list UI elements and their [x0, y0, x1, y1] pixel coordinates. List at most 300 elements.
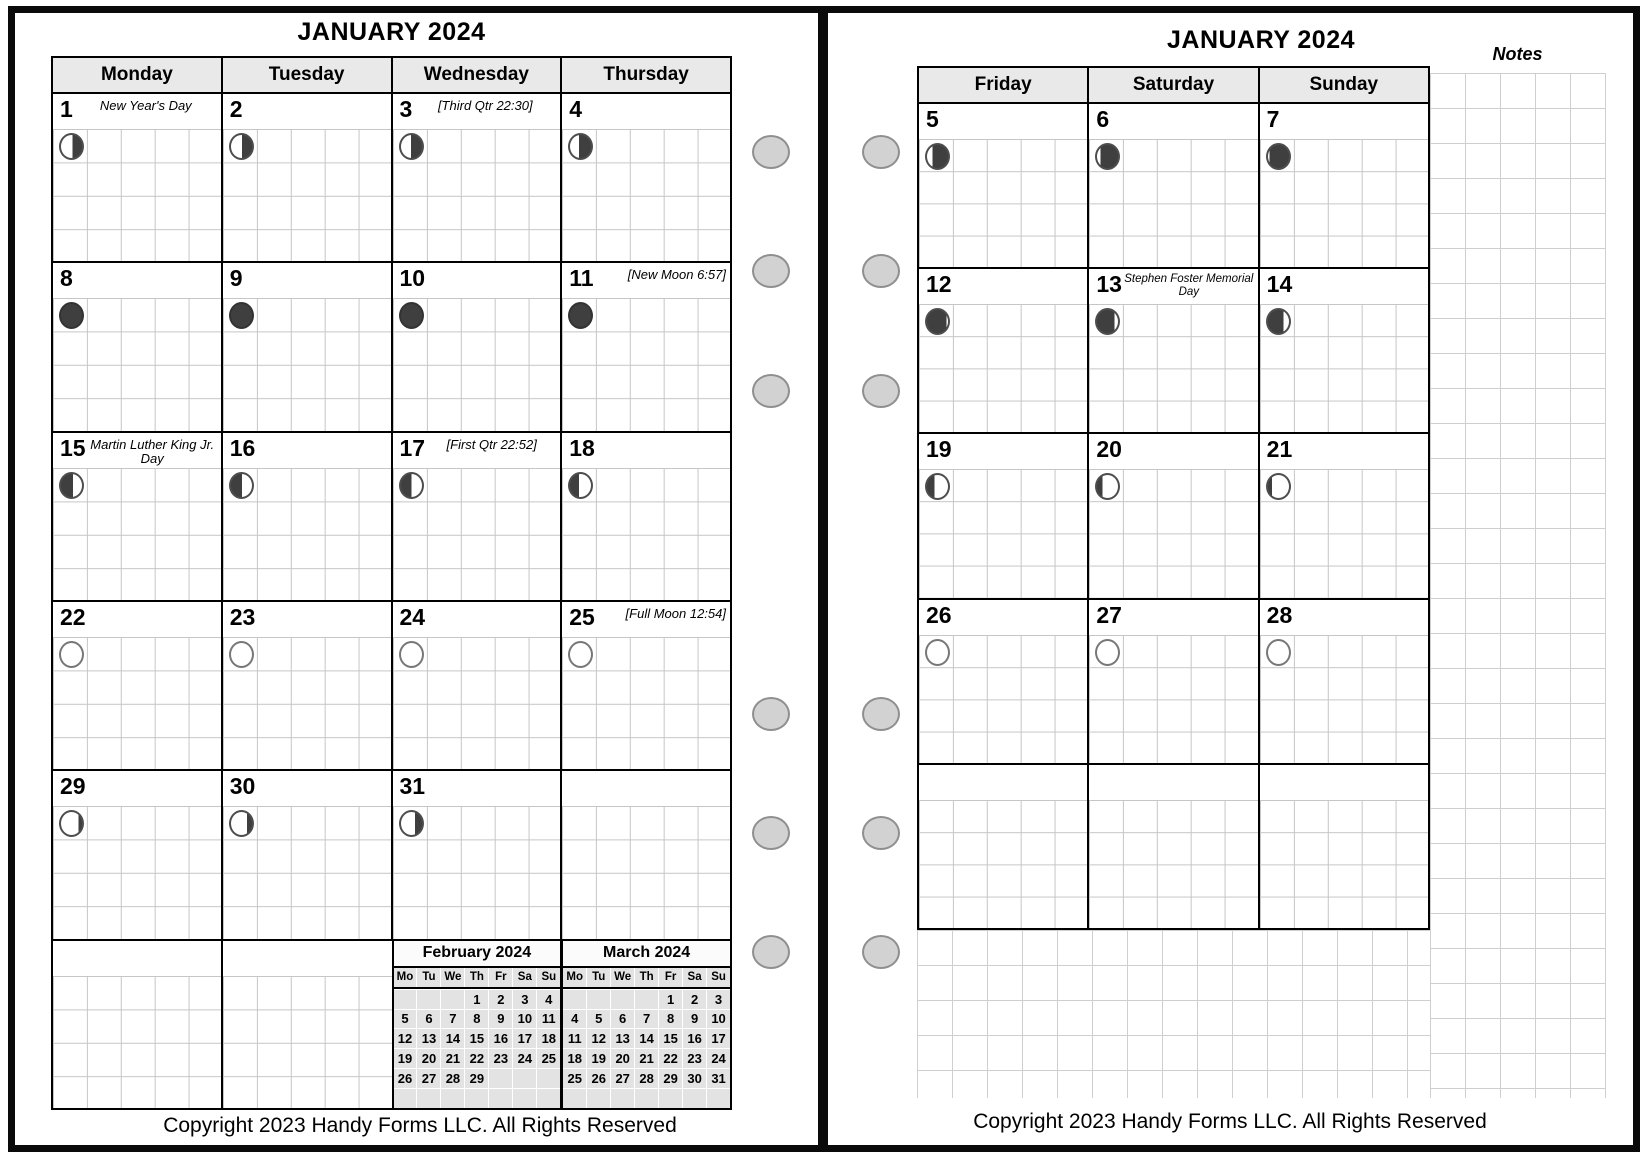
mini-day-empty: [536, 1068, 560, 1088]
empty-day-cell: [560, 771, 730, 938]
day-number: [53, 941, 60, 944]
day-number: [1089, 765, 1096, 768]
right-calendar-table: [917, 66, 1430, 930]
writing-grid: [562, 298, 730, 430]
mini-calendar-week: [563, 1088, 730, 1108]
mini-day-header: Tu: [416, 968, 440, 987]
moon-phase-icon: [399, 641, 424, 668]
mini-day-header: Th: [464, 968, 488, 987]
writing-grid: [562, 637, 730, 769]
writing-grid: [223, 637, 391, 769]
mini-day: 17: [512, 1028, 536, 1048]
day-cell-header: [919, 104, 1087, 139]
day-number: 9: [229, 265, 243, 292]
day-cell-header: [393, 602, 561, 637]
writing-grid: [1260, 635, 1428, 763]
mini-day: 21: [634, 1048, 658, 1068]
day-number: 14: [1266, 271, 1293, 298]
mini-calendar-title: February 2024: [394, 941, 561, 968]
mini-day: 6: [416, 1009, 440, 1029]
mini-day: 11: [563, 1028, 586, 1048]
weekday-header: Sunday: [1258, 68, 1428, 102]
mini-day-empty: [440, 989, 464, 1009]
mini-day: 5: [586, 1009, 610, 1029]
mini-day-empty: [416, 989, 440, 1009]
day-cell-1: [53, 94, 221, 261]
mini-calendar: [394, 941, 561, 1108]
week-row: [919, 763, 1428, 928]
mini-day-header: Tu: [586, 968, 610, 987]
notes-grid-bottom: [917, 930, 1430, 1098]
binder-hole: [862, 374, 900, 408]
day-number: 28: [1266, 601, 1293, 628]
week-row: [53, 769, 730, 938]
week-row: [53, 600, 730, 769]
moon-phase-icon: [399, 472, 424, 499]
weekday-header: Friday: [974, 74, 1032, 95]
mini-day: 18: [563, 1048, 586, 1068]
day-cell-header: [53, 94, 221, 129]
mini-day: 11: [536, 1009, 560, 1029]
mini-calendar-day-headers: [394, 968, 561, 989]
mini-day: 26: [394, 1068, 417, 1088]
mini-day: 23: [488, 1048, 512, 1068]
mini-calendar-day-headers: [563, 968, 730, 989]
day-cell-header: [223, 433, 391, 468]
writing-grid: [562, 806, 730, 938]
empty-day-cell: [221, 941, 391, 1108]
day-cell-header: [53, 602, 221, 637]
weekday-header: Tuesday: [221, 58, 391, 92]
writing-grid: [1260, 139, 1428, 267]
day-cell-header: [1260, 434, 1428, 469]
moon-phase-icon: [1266, 639, 1291, 666]
mini-day: 3: [706, 989, 730, 1009]
day-cell-7: [1258, 104, 1428, 267]
day-cell-28: [1258, 600, 1428, 763]
mini-day: 25: [563, 1068, 586, 1088]
writing-grid: [393, 637, 561, 769]
mini-day: 30: [682, 1068, 706, 1088]
mini-day-empty: [488, 1068, 512, 1088]
mini-day: 15: [464, 1028, 488, 1048]
day-cell-header: [1260, 600, 1428, 635]
moon-phase-icon: [568, 472, 593, 499]
writing-grid: [919, 139, 1087, 267]
day-cell-29: [53, 771, 221, 938]
mini-day-empty: [610, 1088, 634, 1108]
mini-calendar-week: [563, 989, 730, 1009]
mini-day-header: Mo: [563, 968, 586, 987]
day-cell-14: [1258, 269, 1428, 432]
mini-day-empty: [488, 1088, 512, 1108]
mini-day: 21: [440, 1048, 464, 1068]
day-cell-11: [560, 263, 730, 430]
mini-day: 15: [658, 1028, 682, 1048]
mini-day: 6: [610, 1009, 634, 1029]
mini-day: 18: [536, 1028, 560, 1048]
moon-phase-icon: [1095, 639, 1120, 666]
mini-day: 5: [394, 1009, 417, 1029]
day-number: 21: [1266, 436, 1293, 463]
writing-grid: [1089, 800, 1257, 928]
binder-hole: [752, 254, 790, 288]
mini-day: 9: [488, 1009, 512, 1029]
day-cell-header: [1089, 600, 1257, 635]
day-number: 15: [60, 434, 86, 461]
writing-grid: [919, 800, 1087, 928]
mini-day-empty: [586, 989, 610, 1009]
mini-day: 14: [440, 1028, 464, 1048]
day-cell-header: [53, 941, 221, 976]
writing-grid: [1089, 635, 1257, 763]
day-number: 31: [399, 773, 426, 800]
mini-calendar-week: [394, 989, 561, 1009]
mini-calendar-week: [394, 1028, 561, 1048]
mini-day: 23: [682, 1048, 706, 1068]
day-cell-header: [562, 602, 730, 637]
binder-hole: [862, 935, 900, 969]
day-number: 4: [569, 96, 583, 122]
day-cell-header: [1260, 269, 1428, 304]
writing-grid: [562, 468, 730, 600]
mini-day: 19: [586, 1048, 610, 1068]
moon-phase-icon: [229, 641, 254, 668]
moon-phase-icon: [399, 133, 424, 160]
day-number: 12: [926, 271, 952, 298]
mini-day: 12: [586, 1028, 610, 1048]
writing-grid: [223, 468, 391, 600]
week-row: [919, 598, 1428, 763]
day-number: 18: [569, 434, 595, 461]
day-cell-header: [223, 941, 391, 976]
day-cell-header: [1089, 104, 1257, 139]
weekday-header-row: [919, 68, 1428, 104]
day-cell-header: [919, 600, 1087, 635]
mini-day-empty: [634, 1088, 658, 1108]
day-cell-header: [562, 94, 730, 129]
writing-grid: [223, 298, 391, 430]
moon-phase-icon: [399, 302, 424, 329]
moon-phase-icon: [59, 810, 84, 837]
writing-grid: [1260, 304, 1428, 432]
day-cell-16: [221, 433, 391, 600]
day-cell-30: [221, 771, 391, 938]
day-cell-header: [223, 263, 391, 298]
mini-calendar-week: [563, 1009, 730, 1029]
day-number: [562, 771, 569, 774]
moon-phase-icon: [229, 472, 254, 499]
week-row: [53, 261, 730, 430]
moon-phase-icon: [59, 641, 84, 668]
day-number: [223, 941, 230, 944]
mini-day-empty: [610, 989, 634, 1009]
day-number: 17: [399, 434, 426, 461]
mini-day: 17: [706, 1028, 730, 1048]
binder-hole: [862, 135, 900, 169]
day-number: 16: [229, 434, 256, 461]
writing-grid: [1089, 304, 1257, 432]
empty-day-cell: [1258, 765, 1428, 928]
moon-phase-icon: [568, 641, 593, 668]
moon-phase-icon: [1266, 143, 1291, 170]
day-number: 10: [399, 265, 426, 292]
moon-phase-icon: [925, 473, 950, 500]
notes-grid: [1430, 73, 1606, 1098]
day-number: 25: [569, 603, 595, 630]
mini-day: 22: [658, 1048, 682, 1068]
day-cell-header: [562, 263, 730, 298]
day-number: [919, 765, 926, 768]
writing-grid: [919, 304, 1087, 432]
mini-day-empty: [512, 1088, 536, 1108]
mini-day-header: Su: [706, 968, 730, 987]
day-number: 8: [60, 265, 73, 292]
week-row: [919, 432, 1428, 597]
mini-day-header: Th: [634, 968, 658, 987]
day-cell-header: [53, 263, 221, 298]
mini-day: 3: [512, 989, 536, 1009]
empty-day-cell: [919, 765, 1087, 928]
writing-grid: [223, 806, 391, 938]
day-cell-24: [391, 602, 561, 769]
mini-day-header: We: [440, 968, 464, 987]
weekday-header: Thursday: [560, 58, 730, 92]
day-cell-12: [919, 269, 1087, 432]
day-cell-header: [53, 433, 221, 468]
mini-day-empty: [586, 1088, 610, 1108]
day-number: 27: [1096, 601, 1122, 628]
day-number: 23: [229, 603, 256, 630]
day-cell-header: [919, 434, 1087, 469]
day-cell-23: [221, 602, 391, 769]
page-divider: [818, 6, 828, 1152]
mini-day: 8: [658, 1009, 682, 1029]
mini-day: 7: [440, 1009, 464, 1029]
week-row: [919, 104, 1428, 267]
day-cell-26: [919, 600, 1087, 763]
mini-day: 16: [488, 1028, 512, 1048]
writing-grid: [53, 298, 221, 430]
mini-day-empty: [394, 989, 417, 1009]
day-cell-header: [919, 765, 1087, 800]
binder-hole: [752, 935, 790, 969]
moon-phase-note: [Full Moon 12:54]: [625, 605, 726, 621]
empty-day-cell: [53, 941, 221, 1108]
day-cell-17: [391, 433, 561, 600]
mini-day: 1: [464, 989, 488, 1009]
mini-day: 8: [464, 1009, 488, 1029]
day-cell-4: [560, 94, 730, 261]
mini-day: 14: [634, 1028, 658, 1048]
day-number: 19: [926, 436, 952, 463]
mini-calendar-week: [563, 1028, 730, 1048]
mini-day: 29: [658, 1068, 682, 1088]
writing-grid: [1089, 469, 1257, 597]
mini-calendar-week: [394, 1009, 561, 1029]
day-number: 30: [229, 773, 256, 800]
day-number: 2: [229, 96, 243, 122]
moon-phase-icon: [229, 302, 254, 329]
mini-day-empty: [464, 1088, 488, 1108]
day-number: 1: [60, 96, 73, 122]
writing-grid: [223, 976, 391, 1108]
binder-hole: [752, 697, 790, 731]
day-cell-8: [53, 263, 221, 430]
mini-day: 13: [416, 1028, 440, 1048]
mini-day: 27: [416, 1068, 440, 1088]
day-number: 22: [60, 603, 86, 630]
weekday-header: Monday: [100, 64, 173, 85]
day-cell-header: [1089, 269, 1257, 304]
writing-grid: [1260, 469, 1428, 597]
day-number: 13: [1096, 271, 1122, 298]
moon-phase-icon: [59, 133, 84, 160]
mini-day-empty: [563, 989, 586, 1009]
mini-day-header: Sa: [512, 968, 536, 987]
day-cell-header: [393, 433, 561, 468]
day-cell-header: [223, 602, 391, 637]
moon-phase-icon: [1095, 308, 1120, 335]
mini-day-empty: [416, 1088, 440, 1108]
writing-grid: [1260, 800, 1428, 928]
mini-day: 24: [706, 1048, 730, 1068]
day-cell-3: [391, 94, 561, 261]
moon-phase-icon: [568, 302, 593, 329]
left-calendar-table: [51, 56, 732, 1110]
mini-day: 20: [610, 1048, 634, 1068]
mini-day-header: Sa: [682, 968, 706, 987]
mini-calendar-title: March 2024: [563, 941, 730, 968]
day-cell-header: [393, 94, 561, 129]
mini-day-header: Su: [536, 968, 560, 987]
day-number: 29: [60, 773, 86, 800]
day-cell-19: [919, 434, 1087, 597]
writing-grid: [393, 806, 561, 938]
moon-phase-icon: [925, 143, 950, 170]
mini-day: 1: [658, 989, 682, 1009]
day-cell-header: [562, 771, 730, 806]
writing-grid: [53, 129, 221, 261]
day-cell-21: [1258, 434, 1428, 597]
mini-day: 16: [682, 1028, 706, 1048]
moon-phase-icon: [1266, 308, 1291, 335]
day-cell-20: [1087, 434, 1257, 597]
day-cell-header: [223, 771, 391, 806]
binder-hole: [752, 135, 790, 169]
day-cell-6: [1087, 104, 1257, 267]
day-cell-5: [919, 104, 1087, 267]
right-page-title: JANUARY 2024: [1166, 26, 1356, 54]
mini-day-empty: [440, 1088, 464, 1108]
mini-day: 2: [488, 989, 512, 1009]
mini-day: 13: [610, 1028, 634, 1048]
notes-label: Notes: [1492, 44, 1543, 64]
mini-day-header: Mo: [394, 968, 417, 987]
moon-phase-icon: [925, 639, 950, 666]
week-row: [53, 94, 730, 261]
weekday-header-row: [53, 58, 730, 94]
mini-day-empty: [706, 1088, 730, 1108]
day-cell-header: [562, 433, 730, 468]
moon-phase-note: [New Moon 6:57]: [627, 267, 726, 283]
day-cell-10: [391, 263, 561, 430]
writing-grid: [223, 129, 391, 261]
mini-calendar-week: [563, 1068, 730, 1088]
writing-grid: [393, 468, 561, 600]
day-cell-15: [53, 433, 221, 600]
mini-calendar: [560, 941, 730, 1108]
binder-hole: [862, 254, 900, 288]
moon-phase-note: [Third Qtr 22:30]: [437, 98, 533, 113]
moon-phase-note: [First Qtr 22:52]: [446, 436, 537, 452]
day-number: [1260, 765, 1267, 768]
holiday-note: Martin Luther King Jr. Day: [90, 436, 215, 466]
mini-day: 24: [512, 1048, 536, 1068]
moon-phase-icon: [59, 472, 84, 499]
day-cell-header: [1089, 765, 1257, 800]
mini-day: 10: [706, 1009, 730, 1029]
day-number: 26: [926, 601, 952, 628]
weekday-header: Saturday: [1087, 68, 1257, 102]
moon-phase-icon: [925, 308, 950, 335]
mini-day: 20: [416, 1048, 440, 1068]
mini-day: 26: [586, 1068, 610, 1088]
mini-calendars: [392, 941, 731, 1108]
mini-day: 28: [634, 1068, 658, 1088]
mini-day: 27: [610, 1068, 634, 1088]
weekday-header: Wednesday: [391, 58, 561, 92]
mini-day: 22: [464, 1048, 488, 1068]
mini-calendar-week: [394, 1088, 561, 1108]
moon-phase-icon: [229, 133, 254, 160]
day-cell-13: [1087, 269, 1257, 432]
mini-day: 7: [634, 1009, 658, 1029]
mini-day-header: Fr: [658, 968, 682, 987]
writing-grid: [53, 806, 221, 938]
writing-grid: [1089, 139, 1257, 267]
day-cell-22: [53, 602, 221, 769]
day-cell-header: [919, 269, 1087, 304]
mini-calendar-week: [394, 1048, 561, 1068]
holiday-note: New Year's Day: [99, 98, 192, 113]
day-cell-27: [1087, 600, 1257, 763]
day-number: 3: [399, 96, 413, 122]
binder-hole: [752, 816, 790, 850]
mini-day: 4: [536, 989, 560, 1009]
day-cell-9: [221, 263, 391, 430]
moon-phase-icon: [229, 810, 254, 837]
writing-grid: [562, 129, 730, 261]
day-cell-header: [393, 263, 561, 298]
moon-phase-icon: [59, 302, 84, 329]
mini-day-empty: [394, 1088, 417, 1108]
mini-day: 2: [682, 989, 706, 1009]
left-page-title: JANUARY 2024: [297, 18, 486, 46]
mini-day: 25: [536, 1048, 560, 1068]
left-copyright: Copyright 2023 Handy Forms LLC. All Rights Reserved: [163, 1114, 677, 1137]
day-cell-header: [53, 771, 221, 806]
empty-day-cell: [1087, 765, 1257, 928]
mini-day: 19: [394, 1048, 417, 1068]
mini-day-empty: [658, 1088, 682, 1108]
day-cell-18: [560, 433, 730, 600]
mini-day: 28: [440, 1068, 464, 1088]
day-number: 11: [569, 265, 594, 292]
writing-grid: [53, 468, 221, 600]
mini-day-empty: [563, 1088, 586, 1108]
mini-day-header: We: [610, 968, 634, 987]
